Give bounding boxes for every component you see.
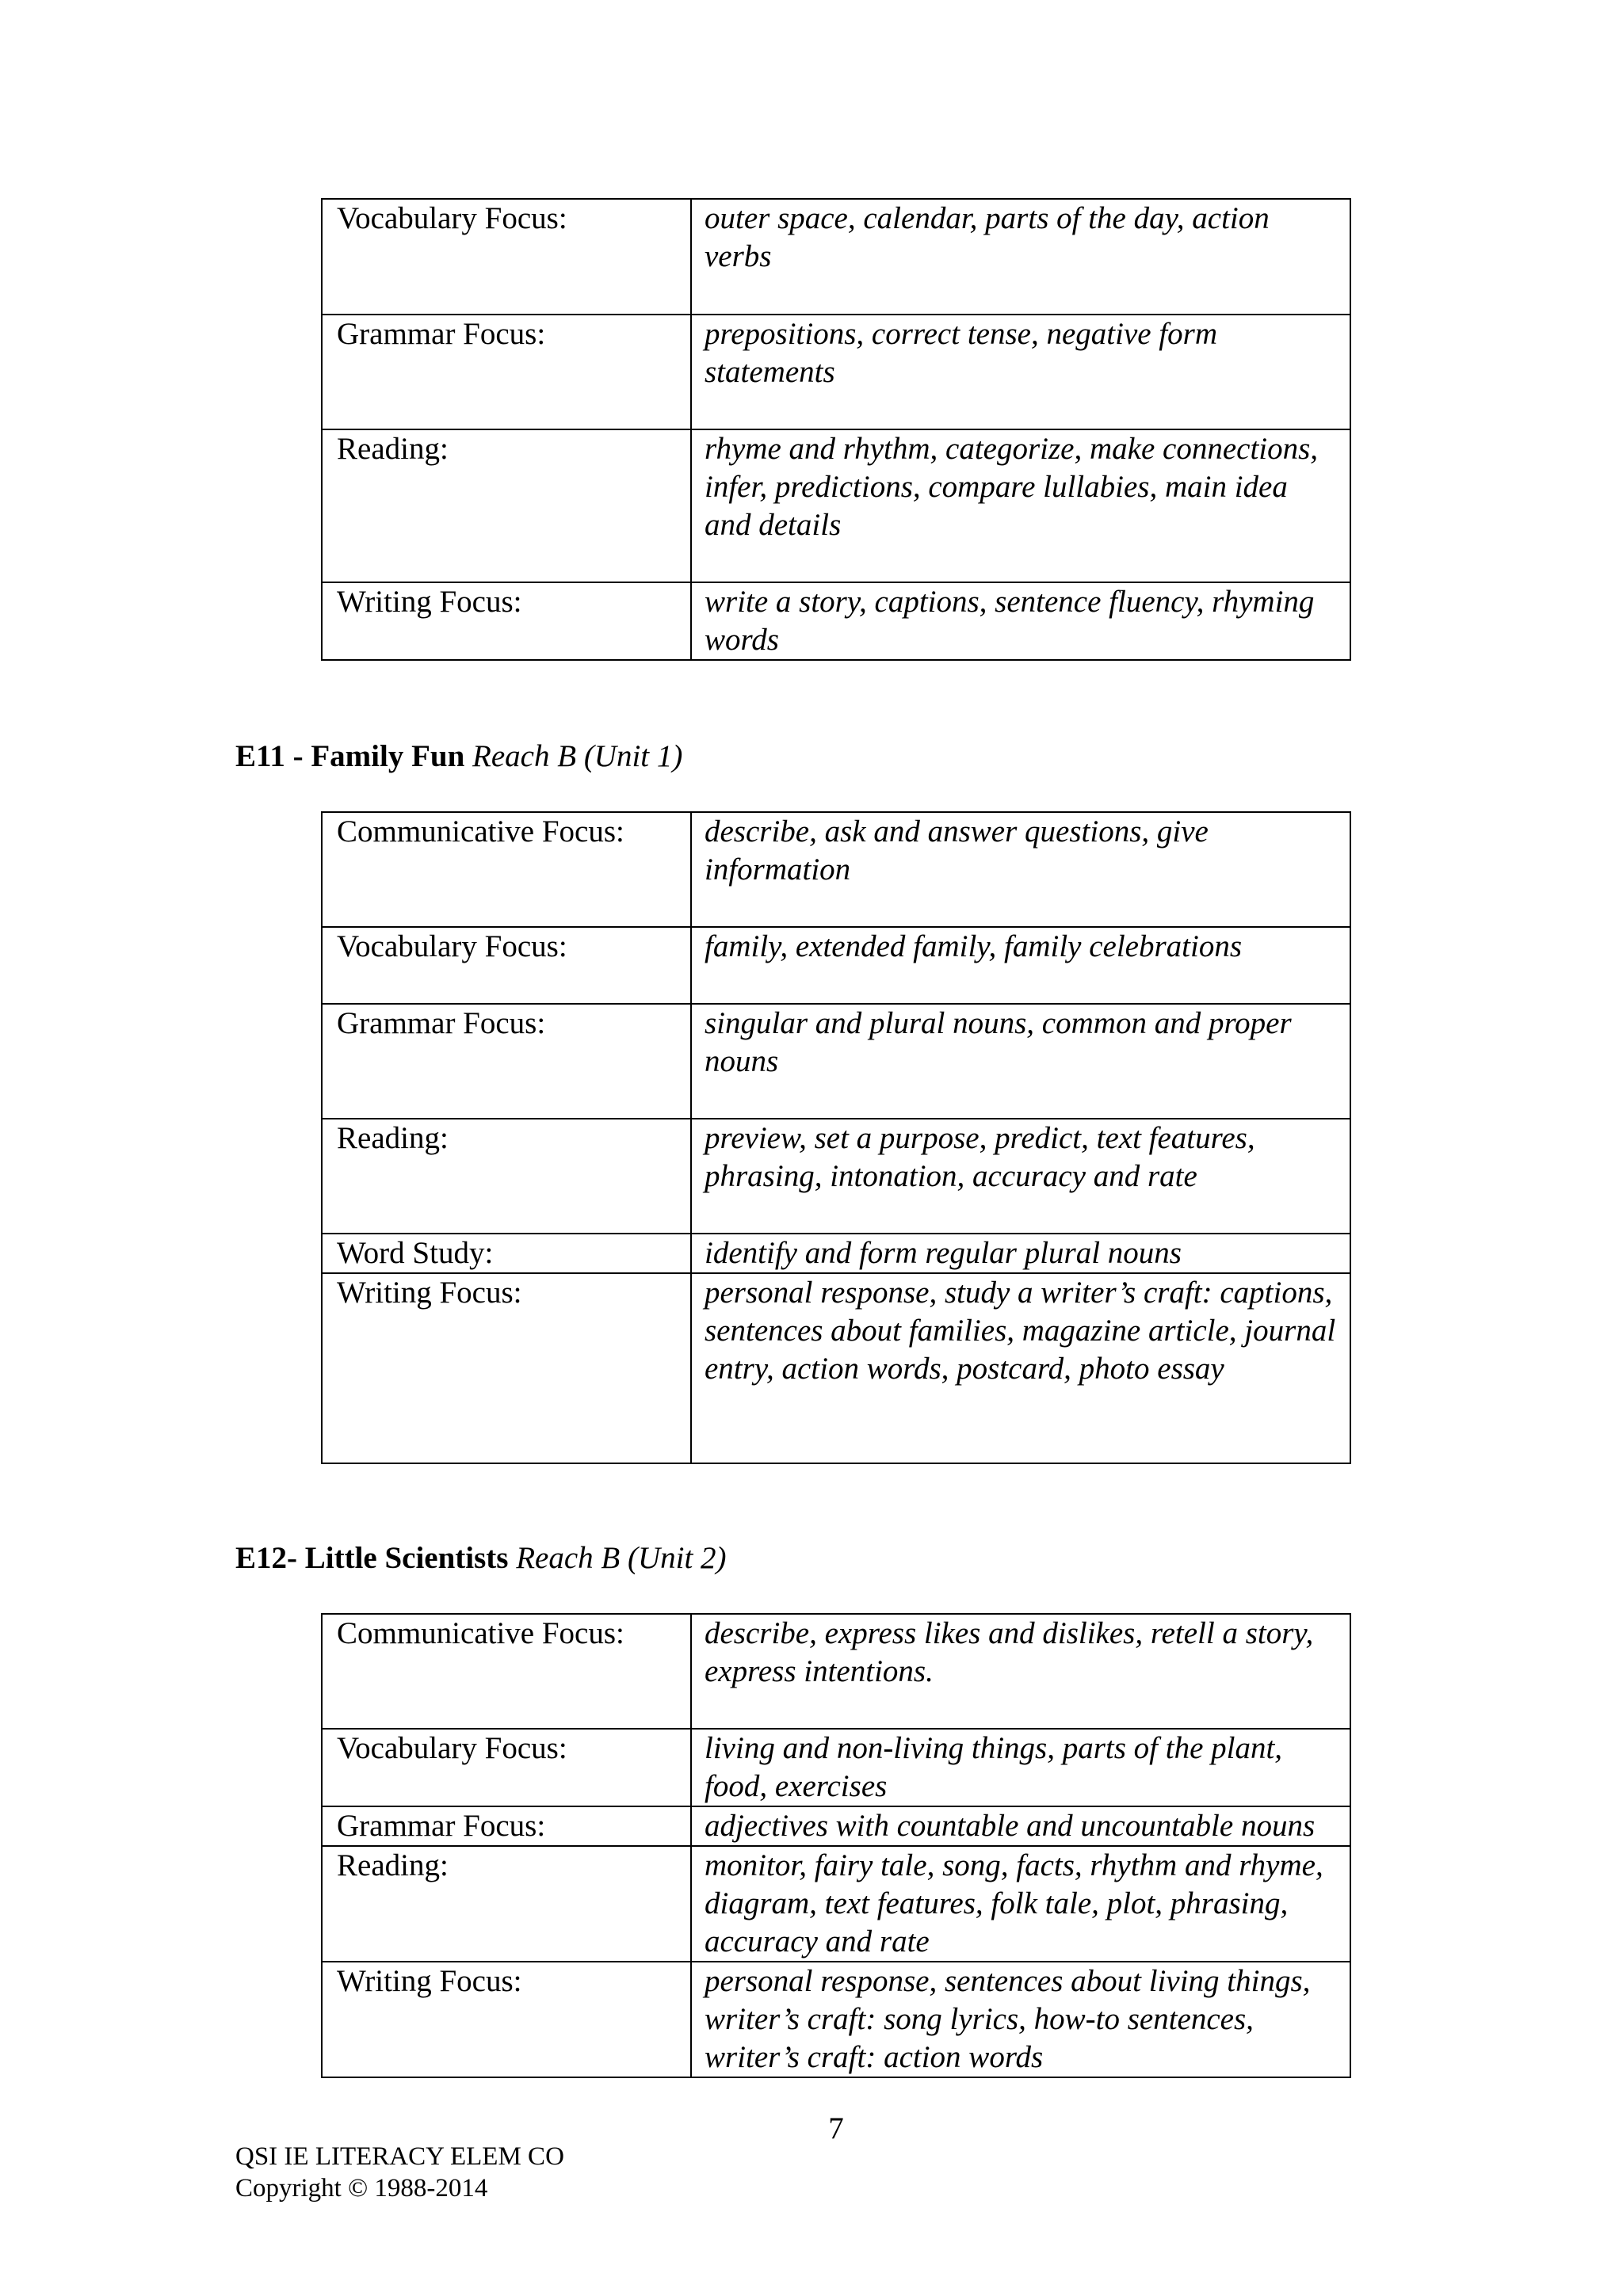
table-row xyxy=(322,1729,1350,1806)
row-label: Reading: xyxy=(322,1846,691,1962)
table-row xyxy=(322,1273,1350,1463)
row-value: outer space, calendar, parts of the day, action verbs xyxy=(691,199,1350,315)
section-title: E12- Little Scientists xyxy=(235,1541,509,1575)
row-value: describe, ask and answer questions, give information xyxy=(691,812,1350,927)
row-label: Grammar Focus: xyxy=(322,315,691,429)
table-e12 xyxy=(321,1613,1351,2078)
table-e10-continued xyxy=(321,198,1351,661)
row-value: rhyme and rhythm, categorize, make connections, infer, predictions, compare lullabies, main idea and details xyxy=(691,429,1350,582)
table-row xyxy=(322,429,1350,582)
row-value: personal response, sentences about living things, writer’s craft: song lyrics, how-to sentences, writer’s craft: action words xyxy=(691,1962,1350,2077)
table-row xyxy=(322,1004,1350,1119)
page-number: 7 xyxy=(828,2111,844,2145)
row-label: Writing Focus: xyxy=(322,1273,691,1463)
table-row xyxy=(322,812,1350,927)
table-row xyxy=(322,1119,1350,1234)
table-row xyxy=(322,927,1350,1004)
row-label: Grammar Focus: xyxy=(322,1806,691,1846)
row-label: Reading: xyxy=(322,429,691,582)
footer-course-code: QSI IE LITERACY ELEM CO xyxy=(235,2142,564,2171)
table-row xyxy=(322,1806,1350,1846)
table-row xyxy=(322,582,1350,660)
row-label: Communicative Focus: xyxy=(322,1614,691,1729)
row-value: preview, set a purpose, predict, text features, phrasing, intonation, accuracy and rate xyxy=(691,1119,1350,1234)
section-title: E11 - Family Fun xyxy=(235,739,465,773)
row-label: Communicative Focus: xyxy=(322,812,691,927)
row-label: Word Study: xyxy=(322,1234,691,1273)
table-row xyxy=(322,1614,1350,1729)
row-value: family, extended family, family celebrations xyxy=(691,927,1350,1004)
section-book: Reach B (Unit 2) xyxy=(516,1541,727,1575)
row-label: Grammar Focus: xyxy=(322,1004,691,1119)
row-label: Writing Focus: xyxy=(322,1962,691,2077)
row-value: living and non-living things, parts of the plant, food, exercises xyxy=(691,1729,1350,1806)
row-value: adjectives with countable and uncountable nouns xyxy=(691,1806,1350,1846)
section-book: Reach B (Unit 1) xyxy=(472,739,683,773)
section-heading-e11 xyxy=(235,738,682,776)
table-row xyxy=(322,199,1350,315)
row-value: describe, express likes and dislikes, retell a story, express intentions. xyxy=(691,1614,1350,1729)
row-value: prepositions, correct tense, negative form statements xyxy=(691,315,1350,429)
table-e11 xyxy=(321,811,1351,1464)
table-row xyxy=(322,1846,1350,1962)
row-value: write a story, captions, sentence fluency, rhyming words xyxy=(691,582,1350,660)
row-label: Reading: xyxy=(322,1119,691,1234)
row-value: identify and form regular plural nouns xyxy=(691,1234,1350,1273)
section-heading-e12 xyxy=(235,1539,727,1577)
row-label: Vocabulary Focus: xyxy=(322,1729,691,1806)
row-label: Writing Focus: xyxy=(322,582,691,660)
row-value: singular and plural nouns, common and proper nouns xyxy=(691,1004,1350,1119)
table-row xyxy=(322,1962,1350,2077)
row-label: Vocabulary Focus: xyxy=(322,927,691,1004)
footer-copyright: Copyright © 1988-2014 xyxy=(235,2174,488,2203)
row-value: personal response, study a writer’s craft: captions, sentences about families, magazine article, journal entry, action words, postcard, photo essay xyxy=(691,1273,1350,1463)
table-row xyxy=(322,315,1350,429)
table-row xyxy=(322,1234,1350,1273)
row-value: monitor, fairy tale, song, facts, rhythm and rhyme, diagram, text features, folk tale, plot, phrasing, accuracy and rate xyxy=(691,1846,1350,1962)
footer xyxy=(235,2141,564,2204)
row-label: Vocabulary Focus: xyxy=(322,199,691,315)
